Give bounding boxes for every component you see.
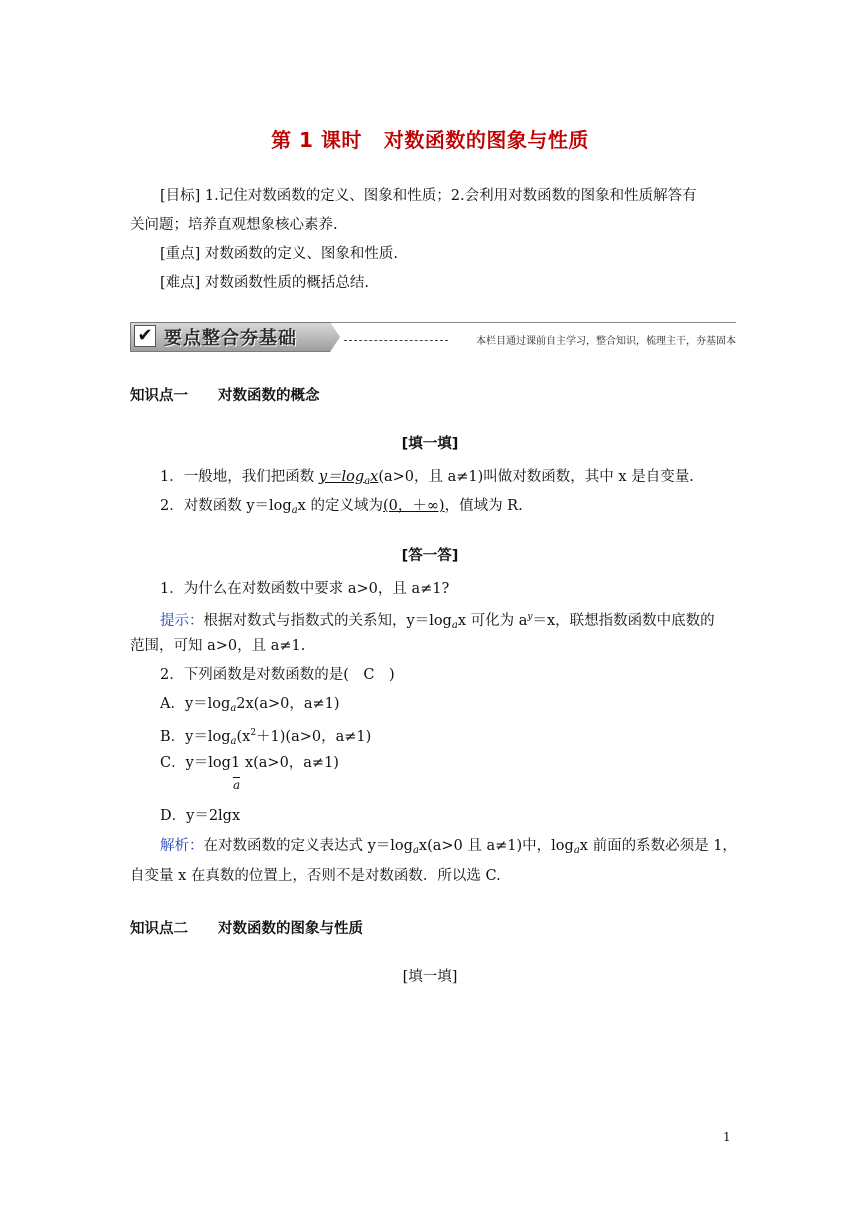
- banner-rule: [330, 322, 736, 323]
- section-1-number: 知识点一: [130, 388, 188, 404]
- text: A．y＝log: [160, 696, 231, 712]
- underlined-domain: (0，＋∞): [382, 498, 445, 514]
- text: 2x(a>0，a≠1): [236, 696, 340, 712]
- hint-line-2: 范围，可知 a>0，且 a≠1.: [130, 638, 306, 654]
- option-b: [160, 723, 371, 752]
- text: x 的定义域为: [297, 498, 383, 514]
- subscript: a: [291, 505, 298, 516]
- fraction-base: [230, 753, 245, 792]
- subscript: a: [364, 476, 371, 487]
- text: x 可化为 a: [457, 613, 528, 629]
- banner-note: 本栏目通过课前自主学习，整合知识，梳理主干，夯基固本: [476, 336, 736, 347]
- text: B．y＝log: [160, 729, 231, 745]
- section-banner: [130, 322, 736, 352]
- key-point: [重点] 对数函数的定义、图象和性质.: [160, 246, 399, 262]
- subscript: a: [573, 845, 580, 856]
- fill-in-label: [填一填]: [401, 436, 459, 452]
- text: 在对数函数的定义表达式 y＝log: [203, 838, 413, 854]
- text: (x: [236, 729, 251, 745]
- text: x: [370, 469, 379, 485]
- banner-dashes: [344, 340, 448, 341]
- text: x 前面的系数必须是 1，: [579, 838, 737, 854]
- subscript: a: [230, 736, 237, 747]
- option-a: [160, 694, 340, 719]
- topic-label: 对数函数的图象与性质: [383, 128, 589, 152]
- goal-line-1: [目标] 1.记住对数函数的定义、图象和性质；2.会利用对数函数的图象和性质解答有: [160, 188, 697, 204]
- question-2: 2．下列函数是对数函数的是( C ): [160, 667, 395, 683]
- solution-label: 解析：: [160, 838, 204, 854]
- text: ，值域为 R.: [444, 498, 523, 514]
- text: (a>0，且 a≠1)叫做对数函数，其中 x 是自变量.: [378, 469, 694, 485]
- concept-item-2: [160, 496, 523, 521]
- text: 根据对数式与指数式的关系知，y＝log: [203, 613, 452, 629]
- subscript: a: [412, 845, 419, 856]
- goal-line-2: 关问题；培养直观想象核心素养.: [130, 217, 338, 233]
- text: x(a>0 且 a≠1)中，log: [418, 838, 574, 854]
- checkmark-icon: ✔: [134, 325, 156, 347]
- subscript: a: [451, 620, 458, 631]
- superscript: y: [527, 612, 533, 622]
- solution-line-1: [160, 836, 737, 861]
- text: x(a>0，a≠1): [244, 755, 339, 771]
- hint-label: 提示：: [160, 613, 204, 629]
- lesson-label: 第 1 课时: [271, 128, 362, 152]
- text: 1．一般地，我们把函数: [160, 469, 319, 485]
- numerator: 1: [230, 755, 241, 771]
- section-1-heading: [130, 384, 320, 405]
- concept-item-1: [160, 467, 694, 492]
- text: ＝x，联想指数函数中底数的: [532, 613, 715, 629]
- text: y＝log: [318, 469, 365, 485]
- hint-line-1: [160, 607, 715, 636]
- difficult-point: [难点] 对数函数性质的概括总结.: [160, 275, 370, 291]
- option-d: D．y＝2lgx: [160, 808, 241, 824]
- text: 2．对数函数 y＝log: [160, 498, 292, 514]
- page-title: [0, 124, 860, 153]
- page-number: 1: [723, 1130, 731, 1144]
- denominator: a: [232, 778, 241, 792]
- subscript: a: [230, 703, 237, 714]
- underlined-function: [319, 469, 379, 485]
- text: C．y＝log: [160, 755, 231, 771]
- banner-label: 要点整合夯基础: [164, 328, 297, 349]
- text: ＋1)(a>0，a≠1): [256, 729, 372, 745]
- question-1: 1．为什么在对数函数中要求 a>0，且 a≠1?: [160, 581, 450, 597]
- section-1-title: 对数函数的概念: [218, 388, 320, 404]
- section-2-title: 对数函数的图象与性质: [218, 921, 363, 937]
- option-c: [160, 753, 339, 792]
- fill-in-label-2: [填一填]: [402, 969, 458, 985]
- section-2-number: 知识点二: [130, 921, 188, 937]
- answer-label: [答一答]: [401, 548, 459, 564]
- section-2-heading: [130, 917, 363, 938]
- superscript: 2: [250, 728, 257, 738]
- solution-line-2: 自变量 x 在真数的位置上，否则不是对数函数．所以选 C.: [130, 868, 501, 884]
